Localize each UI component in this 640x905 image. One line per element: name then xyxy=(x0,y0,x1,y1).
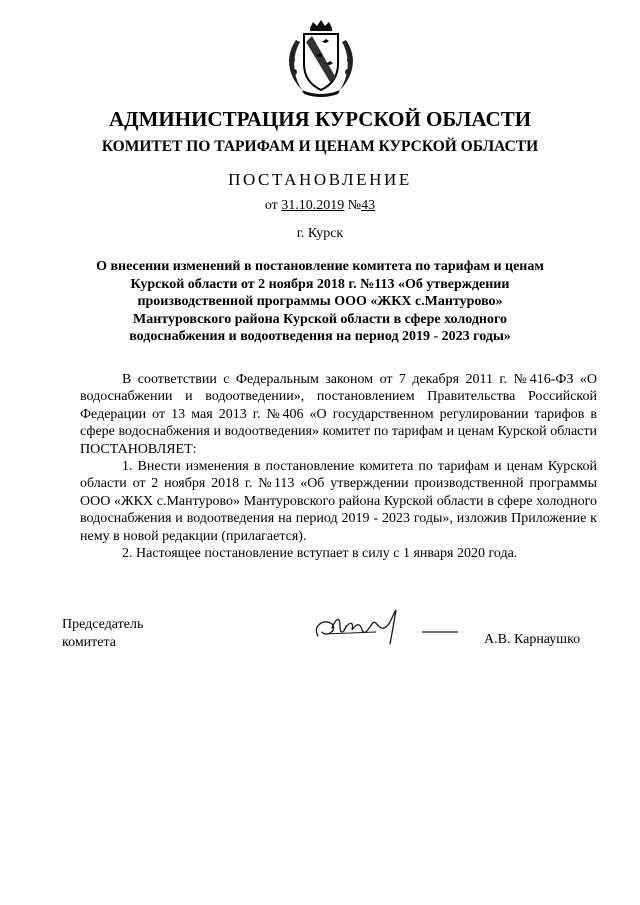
title-line: водоснабжения и водоотведения на период 2019 - 2023 годы» xyxy=(129,329,511,344)
document-number: 43 xyxy=(361,198,376,213)
document-body xyxy=(80,371,597,562)
document-type: ПОСТАНОВЛЕНИЕ xyxy=(228,170,412,189)
date-prefix: от xyxy=(264,198,278,213)
document-date: 31.10.2019 xyxy=(281,198,345,213)
document-date-number xyxy=(0,198,640,214)
committee-name: КОМИТЕТ ПО ТАРИФАМ И ЦЕНАМ КУРСКОЙ ОБЛАСТИ xyxy=(101,138,539,155)
title-line: О внесении изменений в постановление комитета по тарифам и ценам xyxy=(96,259,544,274)
title-line: Курской области от 2 ноября 2018 г. №113 «Об утверждении xyxy=(130,276,510,292)
body-paragraph-item-1: 1. Внести изменения в постановление комитета по тарифам и ценам Курской области от 2 ноября 2018 г. №113 «Об утверждении производственной программы ООО «ЖКХ с.Мантурово» Мантуровского района Курской области в сфере холодного водоснабжения и водоотведения на период 2019 - 2023 годы», изложив Приложение к нему в новой редакции (прилагается). xyxy=(80,459,597,544)
coat-of-arms-icon xyxy=(282,20,360,98)
signatory-name: А.В. Карнаушко xyxy=(484,632,581,647)
title-line: производственной программы ООО «ЖКХ с.Мантурово» xyxy=(137,294,503,309)
body-paragraph-preamble: В соответствии с Федеральным законом от 7 декабря 2011 г. №416-ФЗ «О водоснабжении и водоотведении», постановлением Правительства Российской Федерации от 13 мая 2013 г. №406 «О государственном регулировании тарифов в сфере водоснабжения и водоотведения» комитет по тарифам и ценам Курской области ПОСТАНОВЛЯЕТ: xyxy=(80,372,597,457)
organization-name: АДМИНИСТРАЦИЯ КУРСКОЙ ОБЛАСТИ xyxy=(108,107,532,131)
position-line: Председатель xyxy=(62,617,144,632)
body-paragraph-item-2: 2. Настоящее постановление вступает в силу с 1 января 2020 года. xyxy=(122,546,518,562)
signatory-position xyxy=(62,616,143,652)
position-line: комитета xyxy=(62,635,117,650)
title-line: Мантуровского района Курской области в сфере холодного xyxy=(133,311,507,327)
handwritten-signature-icon xyxy=(310,608,470,648)
number-prefix: № xyxy=(347,198,362,213)
document-title xyxy=(0,258,640,346)
document-city: г. Курск xyxy=(296,226,344,241)
